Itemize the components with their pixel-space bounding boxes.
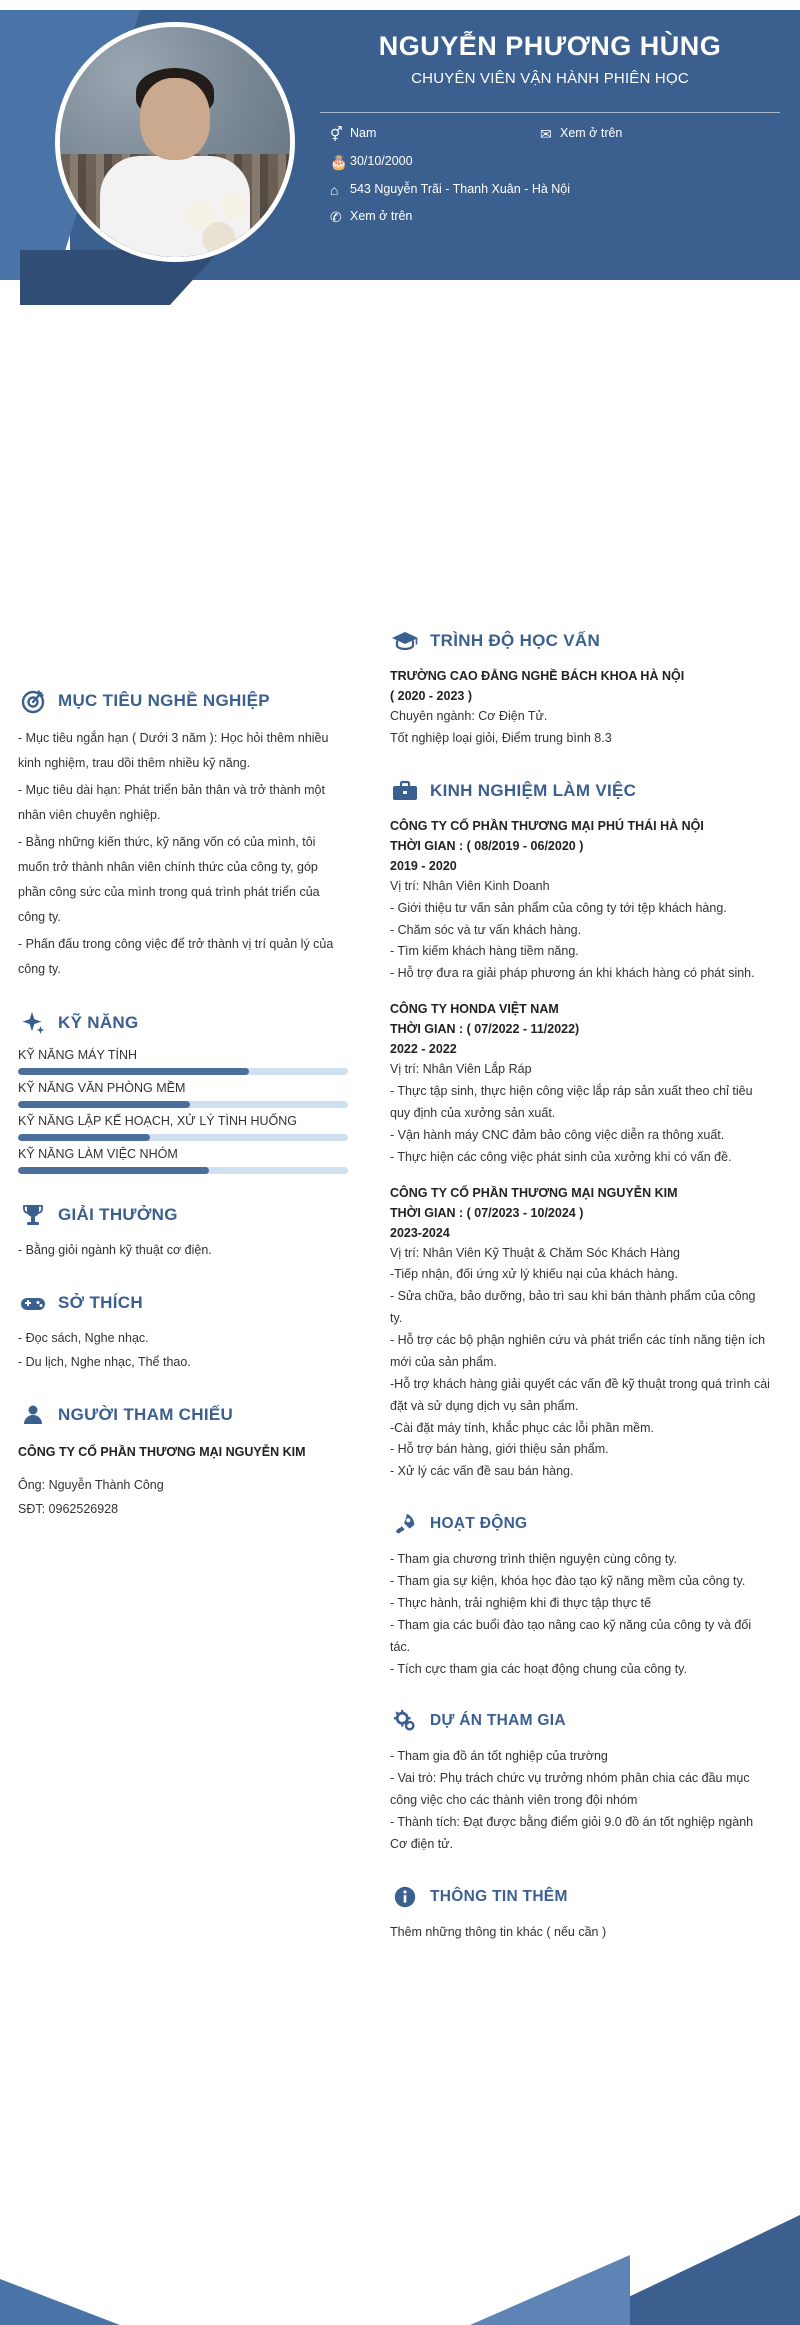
experience-years: 2022 - 2022 [390, 1042, 457, 1057]
hobby-item: - Đọc sách, Nghe nhạc. [18, 1330, 149, 1345]
experience-company: CÔNG TY CỔ PHẦN THƯƠNG MẠI PHÚ THÁI HÀ NỘI [390, 818, 704, 833]
experience-entry [390, 816, 770, 985]
briefcase-icon [390, 776, 420, 806]
contact-row [330, 209, 780, 226]
objective-item: - Mục tiêu ngắn hạn ( Dưới 3 năm ): Học hỏi thêm nhiều kinh nghiệm, trau dồi thêm nhiều kỹ năng. [18, 731, 329, 770]
cv-header [0, 0, 800, 300]
experience-position: Vị trí: Nhân Viên Lắp Ráp [390, 1062, 532, 1077]
experience-bullet: - Hỗ trợ bán hàng, giới thiệu sản phẩm. [390, 1442, 609, 1457]
activity-item: - Tham gia sự kiện, khóa học đào tạo kỹ năng mềm của công ty. [390, 1574, 746, 1588]
activity-item: - Tích cực tham gia các hoạt động chung của công ty. [390, 1661, 687, 1676]
experience-bullet: -Hỗ trợ khách hàng giải quyết các vấn đề kỹ thuật trong quá trình cài đặt và sử dụng dịch vụ sản phẩm. [390, 1376, 770, 1413]
contact-item-phone[interactable] [330, 209, 540, 226]
avatar [55, 22, 295, 262]
experience-bullet: - Tìm kiếm khách hàng tiềm năng. [390, 944, 579, 959]
experience-position: Vị trí: Nhân Viên Kỹ Thuật & Chăm Sóc Khách Hàng [390, 1245, 680, 1260]
experience-time: THỜI GIAN : ( 07/2023 - 10/2024 ) [390, 1205, 584, 1220]
section-header-activities [390, 1509, 770, 1539]
left-column [18, 660, 348, 1522]
section-header-experience [390, 776, 770, 806]
reference-name: Ông: Nguyễn Thành Công [18, 1477, 164, 1492]
project-item: - Thành tích: Đạt được bằng điểm giỏi 9.0 đồ án tốt nghiệp ngành Cơ điện tử. [390, 1815, 754, 1851]
experience-company: CÔNG TY HONDA VIỆT NAM [390, 1002, 559, 1017]
award-item: - Bằng giỏi ngành kỹ thuật cơ điện. [18, 1243, 212, 1257]
contact-email-text: Xem ở trên [560, 126, 623, 140]
section-header-skills [18, 1008, 348, 1038]
section-title-objective: MỤC TIÊU NGHỀ NGHIỆP [58, 691, 270, 710]
project-item: - Vai trò: Phụ trách chức vụ trưởng nhóm phân chia các đầu mục công việc cho các thành viên trong đội nhóm [390, 1771, 750, 1808]
section-header-objective [18, 686, 348, 716]
home-icon: ⌂ [330, 181, 339, 198]
section-title-projects: DỰ ÁN THAM GIA [430, 1712, 566, 1730]
reference-company: CÔNG TY CỔ PHẦN THƯƠNG MẠI NGUYỄN KIM [18, 1445, 306, 1460]
graduation-cap-icon [390, 626, 420, 656]
experience-position: Vị trí: Nhân Viên Kinh Doanh [390, 878, 550, 893]
contact-item-birthday [330, 154, 540, 171]
section-header-awards [18, 1200, 348, 1230]
sparkle-icon [18, 1008, 48, 1038]
section-header-projects [390, 1706, 770, 1736]
experience-company: CÔNG TY CỔ PHẦN THƯƠNG MẠI NGUYỄN KIM [390, 1185, 678, 1200]
section-title-awards: GIẢI THƯỞNG [58, 1205, 178, 1224]
skill-label: KỸ NĂNG MÁY TÍNH [18, 1048, 138, 1062]
experience-time: THỜI GIAN : ( 08/2019 - 06/2020 ) [390, 838, 584, 853]
experience-bullet: - Vận hành máy CNC đảm bảo công việc diễn ra thông xuất. [390, 1127, 725, 1142]
experience-bullet: - Xử lý các vấn đề sau bán hàng. [390, 1464, 574, 1479]
experience-entry [390, 1183, 770, 1484]
skill-item [18, 1048, 348, 1075]
skill-item [18, 1147, 348, 1174]
contact-row [330, 154, 780, 171]
rocket-icon [390, 1509, 420, 1539]
avatar-flowers [166, 179, 276, 262]
section-header-education [390, 626, 770, 656]
experience-bullet: - Thực hiện các công việc phát sinh của xưởng khi có vấn đề. [390, 1149, 732, 1164]
more-info-item: Thêm những thông tin khác ( nếu cần ) [390, 1924, 607, 1939]
experience-bullet: -Cài đặt máy tính, khắc phục các lỗi phần mềm. [390, 1420, 655, 1435]
education-years: ( 2020 - 2023 ) [390, 689, 472, 703]
activity-item: - Tham gia các buổi đào tạo nâng cao kỹ năng của công ty và đối tác. [390, 1617, 752, 1654]
contact-row [330, 182, 780, 199]
section-title-references: NGƯỜI THAM CHIẾU [58, 1404, 234, 1424]
job-title: CHUYÊN VIÊN VẬN HÀNH PHIÊN HỌC [411, 70, 689, 88]
contact-item-email[interactable] [540, 126, 622, 143]
section-header-references [18, 1400, 348, 1430]
info-icon [390, 1882, 420, 1912]
experience-years: 2019 - 2020 [390, 858, 457, 873]
skill-bar [18, 1101, 348, 1108]
objective-item: - Mục tiêu dài hạn: Phát triển bản thân và trở thành một nhân viên chuyên nghiệp. [18, 783, 325, 822]
experience-entry [390, 999, 770, 1168]
gamepad-icon [18, 1288, 48, 1318]
gender-icon: ⚥ [330, 126, 343, 142]
project-item: - Tham gia đồ án tốt nghiệp của trường [390, 1749, 608, 1764]
avatar-face [140, 78, 210, 160]
footer-decoration [0, 2205, 800, 2325]
skill-item [18, 1114, 348, 1141]
experience-bullet: - Hỗ trợ các bộ phận nghiên cứu và phát triển các tính năng tiện ích mới của sản phẩm. [390, 1333, 766, 1369]
education-line: Chuyên ngành: Cơ Điện Tử. [390, 709, 548, 723]
activity-item: - Tham gia chương trình thiện nguyện cùng công ty. [390, 1552, 678, 1567]
contact-birthday-text: 30/10/2000 [350, 153, 413, 168]
experience-bullet: - Giới thiệu tư vấn sản phẩm của công ty tới tệp khách hàng. [390, 900, 727, 915]
education-entry [390, 666, 770, 750]
section-title-activities: HOẠT ĐỘNG [430, 1515, 528, 1533]
section-title-experience: KINH NGHIỆM LÀM VIỆC [430, 780, 637, 800]
section-header-hobbies [18, 1288, 348, 1318]
objective-item: - Phấn đấu trong công việc để trở thành vị trí quản lý của công ty. [18, 937, 334, 976]
education-line: Tốt nghiệp loại giỏi, Điểm trung bình 8.3 [390, 730, 612, 745]
contact-row [330, 126, 780, 143]
section-header-more-info [390, 1882, 770, 1912]
gears-icon [390, 1706, 420, 1736]
contact-gender-text: Nam [350, 126, 377, 140]
reference-phone: SĐT: 0962526928 [18, 1501, 119, 1516]
skill-label: KỸ NĂNG VĂN PHÒNG MỀM [18, 1081, 186, 1095]
skill-item [18, 1081, 348, 1108]
activity-item: - Thực hành, trải nghiệm khi đi thực tập thực tế [390, 1595, 652, 1610]
experience-bullet: -Tiếp nhận, đối ứng xử lý khiếu nại của khách hàng. [390, 1267, 678, 1282]
skill-bar [18, 1167, 348, 1174]
education-school: TRƯỜNG CAO ĐẲNG NGHỀ BÁCH KHOA HÀ NỘI [390, 669, 685, 683]
footer-triangle-light [470, 2255, 630, 2325]
name-block [320, 30, 780, 87]
hobby-item: - Du lịch, Nghe nhạc, Thể thao. [18, 1354, 191, 1369]
contact-item-address [330, 182, 760, 199]
skill-bar [18, 1134, 348, 1141]
section-title-skills: KỸ NĂNG [58, 1013, 139, 1032]
full-name: NGUYỄN PHƯƠNG HÙNG [378, 31, 722, 61]
objective-item: - Bằng những kiến thức, kỹ năng vốn có của mình, tôi muốn trở thành nhân viên chính thức của công ty, góp phần công sức của mình trong quá trình phát triển của công ty. [18, 835, 320, 924]
experience-years: 2023-2024 [390, 1225, 450, 1240]
contact-phone-text: Xem ở trên [350, 209, 413, 224]
contact-address-text: 543 Nguyễn Trãi - Thanh Xuân - Hà Nội [350, 181, 571, 196]
trophy-icon [18, 1200, 48, 1230]
cv-body [0, 300, 800, 1939]
footer-triangle-left [0, 2279, 120, 2325]
experience-time: THỜI GIAN : ( 07/2022 - 11/2022) [390, 1022, 580, 1037]
experience-bullet: - Sửa chữa, bảo dưỡng, bảo trì sau khi bán thành phẩm của công ty. [390, 1289, 756, 1326]
experience-bullet: - Hỗ trợ đưa ra giải pháp phương án khi khách hàng có phát sinh. [390, 966, 755, 981]
contact-item-gender [330, 126, 540, 143]
section-title-hobbies: SỞ THÍCH [58, 1292, 143, 1312]
phone-icon: ✆ [330, 209, 342, 226]
target-icon [18, 686, 48, 716]
section-title-education: TRÌNH ĐỘ HỌC VẤN [430, 631, 601, 650]
right-column [390, 600, 770, 1944]
cake-icon: 🎂 [330, 153, 348, 170]
skill-label: KỸ NĂNG LẬP KẾ HOẠCH, XỬ LÝ TÌNH HUỐNG [18, 1114, 298, 1128]
envelope-icon: ✉ [540, 126, 552, 142]
person-icon [18, 1400, 48, 1430]
skill-bar [18, 1068, 348, 1075]
contact-info [330, 126, 780, 237]
header-divider [320, 112, 780, 113]
section-title-more-info: THÔNG TIN THÊM [430, 1887, 568, 1905]
experience-bullet: - Chăm sóc và tư vấn khách hàng. [390, 922, 582, 937]
skill-label: KỸ NĂNG LÀM VIỆC NHÓM [18, 1147, 178, 1161]
experience-bullet: - Thực tập sinh, thực hiện công việc lắp ráp sản xuất theo chỉ tiêu quy định của xưởng sản xuất. [390, 1084, 753, 1120]
